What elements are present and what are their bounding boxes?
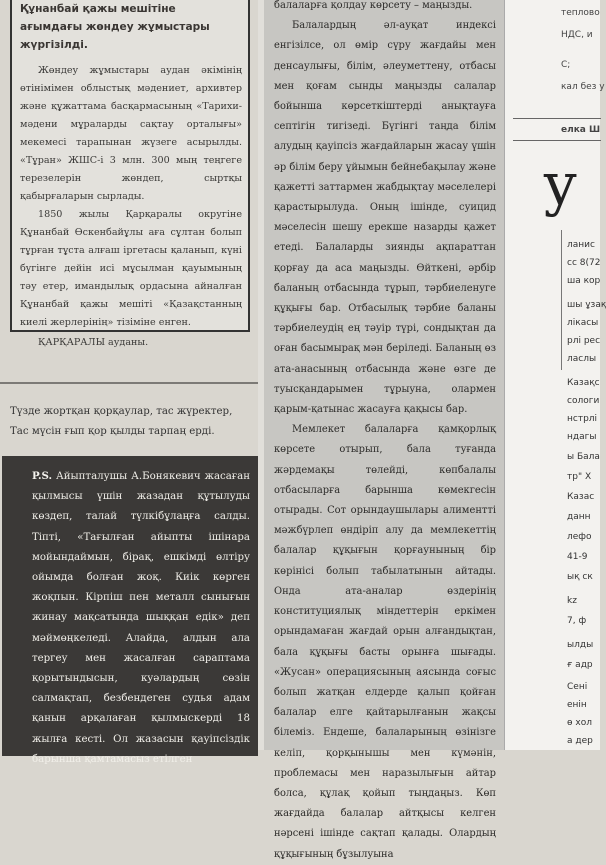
column-paragraph: Балалардың әл-ауқат индексі енгізілсе, ол өмір сүру жағдайы мен денсаулығы, білім, әлеуметтену, отбасы мен қоғам сынды маңызды салалар бойынша көрсеткіштерді анықтауға септігін тигізеді. Бүгінгі таңда білім алудың қауіпсіз жағдайларын жасау үшін әр білім беру ұйымын бейнебақылау және қажетті заттармен жабдықтау мәселелері қарастырылуда. Оның ішінде, суицид мәселесін шешу ерекше назарды қажет етеді. Балаларды зиянды ақпараттан қорғау да аса маңызды. Өйткені, әрбір баланың отбасында тұрып, тәрбиеленуге құқығы бар. Отбасылық тәрбие баланы тәрбиелеудің ең тәуір түрі, сондықтан да оған басымырақ мән беріледі. Баланың өз ата-анасының отбасында және өзге де туысқандарымен тұрыуна, олармен қарым-қатынас жасауға қақысы бар. [274, 20, 496, 416]
fragment-line: ша кор [567, 276, 601, 286]
fragment-line: ы Бала [567, 452, 600, 462]
fragment-line: ылды [567, 640, 594, 650]
ps-dark-box [2, 456, 258, 765]
ps-text: Айыпталушы А.Бонякевич жасаған қылмысы үшін жазадан құтылуды көздеп, талай түлкібұлаңға салды. Тіпті, «Тағылған айыпты ішінара мойындаймын, бірақ, ешкімді өлтіру ойымда болған жоқ. Киік көрген жоқпын. Кірпіш пен металл сынығын жинау мақсатында шыққан едік» деп мәймөңкеледі. Алайда, алдын ала тергеу мен жасалған сараптама қорытындысын, куәлардың сөзін салмақтап, безбендеген судья адам қанын арқалаған қылмыскерді 18 жылға кесті. Ол жазасын қауіпсіздік барынша қамтамасыз етілген [32, 471, 250, 765]
fragment-line: ндагы [567, 432, 597, 442]
fragment-line: теплово [561, 8, 600, 18]
fragment-line: kz [567, 596, 577, 606]
fragment-line: кал без у [561, 82, 605, 92]
divider [561, 230, 562, 370]
fragment-line: рлі рес [567, 336, 601, 346]
fragment-line: Казас [567, 492, 595, 502]
divider [0, 382, 258, 384]
fragment-line: С; [561, 60, 571, 70]
column-paragraph: Мемлекет балаларға қамқорлық көрсете отырып, бала туғанда жәрдемақы төлейді, көпбалалы отбасыларға барынша көмекгесін отырады. Сот орындаушылары алиментті мәжбүрлеп өндіріп алу да мемлекеттің балалар құқығын қорғаунының бір көрінісі болып табылатынын айтады. Онда ата-аналар өздерінің конституциялық міндеттерін еркімен орындамаған жағдай орын алғандықтан, бала құқығы басты орынға шығады. «Жусан» операциясының аясында соғыс болып жатқан елдерде қалып қойған балалар елге қайтарылғанын жақсы білеміз. Ендеше, балаларының өзінізге келіп, қорқынышы мен күмәнін, проблемасы мен наразылығын айтар болса, құлақ қойып тыңдаңыз. Көп жағдайда балалар айтқысы келген нәрсені ішінде сақтап қалады. Олардың құқығының бұзылуына [274, 424, 496, 860]
fragment-line: НДС, и [561, 30, 593, 40]
fragment-line: Казақс [567, 378, 600, 388]
fragment-line: нстрлі [567, 414, 598, 424]
fragment-line: Сені [567, 682, 588, 692]
ps-paragraph [32, 466, 250, 770]
fragment-line: ғ адр [567, 660, 593, 670]
fragment-line: 7, ф [567, 616, 587, 626]
mosque-article-box [10, 0, 250, 348]
fragment-line: ық ск [567, 572, 593, 582]
fragment-line: ланис [567, 240, 595, 250]
fragment-line: елка Ш [561, 125, 601, 135]
article-paragraph: Жөндеу жұмыстары аудан әкімінің өтінімімен облыстық мәдениет, архивтер және құжаттама басқармасының «Тарихи-мәдени мұраларды сақтау орталығы» мекемесі тарапынан жүзеге асырылды. «Тұран» ЖШС-і 3 млн. 300 мың теңгеге терезелерін жөндеп, сыртқы қабырғаларын сырлады. [20, 65, 242, 202]
poem-epigraph: Түзде жортқан қорқаулар, тас жүректер, Тас мүсін ғып қор қылды тарпаң ерді. [10, 406, 233, 437]
headline-fragment: у [543, 150, 578, 218]
divider [513, 118, 601, 119]
divider [513, 140, 601, 141]
children-rights-column [264, 0, 504, 860]
fragment-line: лікасы [567, 318, 599, 328]
fragment-line: ө хол [567, 718, 592, 728]
column-paragraph: балаларға қолдау көрсету – маңызды. [274, 0, 473, 11]
fragment-line: сс 8(72 [567, 258, 601, 268]
article-body [12, 60, 248, 352]
fragment-line: ласлы [567, 354, 597, 364]
fragment-line: лефо [567, 532, 592, 542]
article-heading: Құнанбай қажы мешітіне ағымдағы жөндеу жұмыстары жүргізілді. [20, 3, 210, 51]
fragment-line: 41-9 [567, 552, 588, 562]
fragment-line: сологи [567, 396, 600, 406]
ps-label: P.S. [32, 470, 53, 482]
adjacent-page-fragment [504, 0, 606, 750]
fragment-line: данн [567, 512, 591, 522]
article-paragraph: 1850 жылы Қарқаралы округіне Құнанбай Өскенбайұлы аға сұлтан болып тұрған тұста алғаш іргетасы қаланып, күні бүгінге дейін исі мұсылман қауымының тәу етер, имандылық ордасына айналған Құнанбай қажы мешіті «Қазақстанның киелі жерлерінің» тізіміне енген. [20, 209, 242, 328]
fragment-line: тр" Х [567, 472, 592, 482]
fragment-line: шы ұзақ [567, 300, 606, 310]
article-signature: ҚАРҚАРАЛЫ ауданы. [38, 337, 149, 348]
fragment-line: а дер [567, 736, 593, 746]
fragment-line: енін [567, 700, 587, 710]
